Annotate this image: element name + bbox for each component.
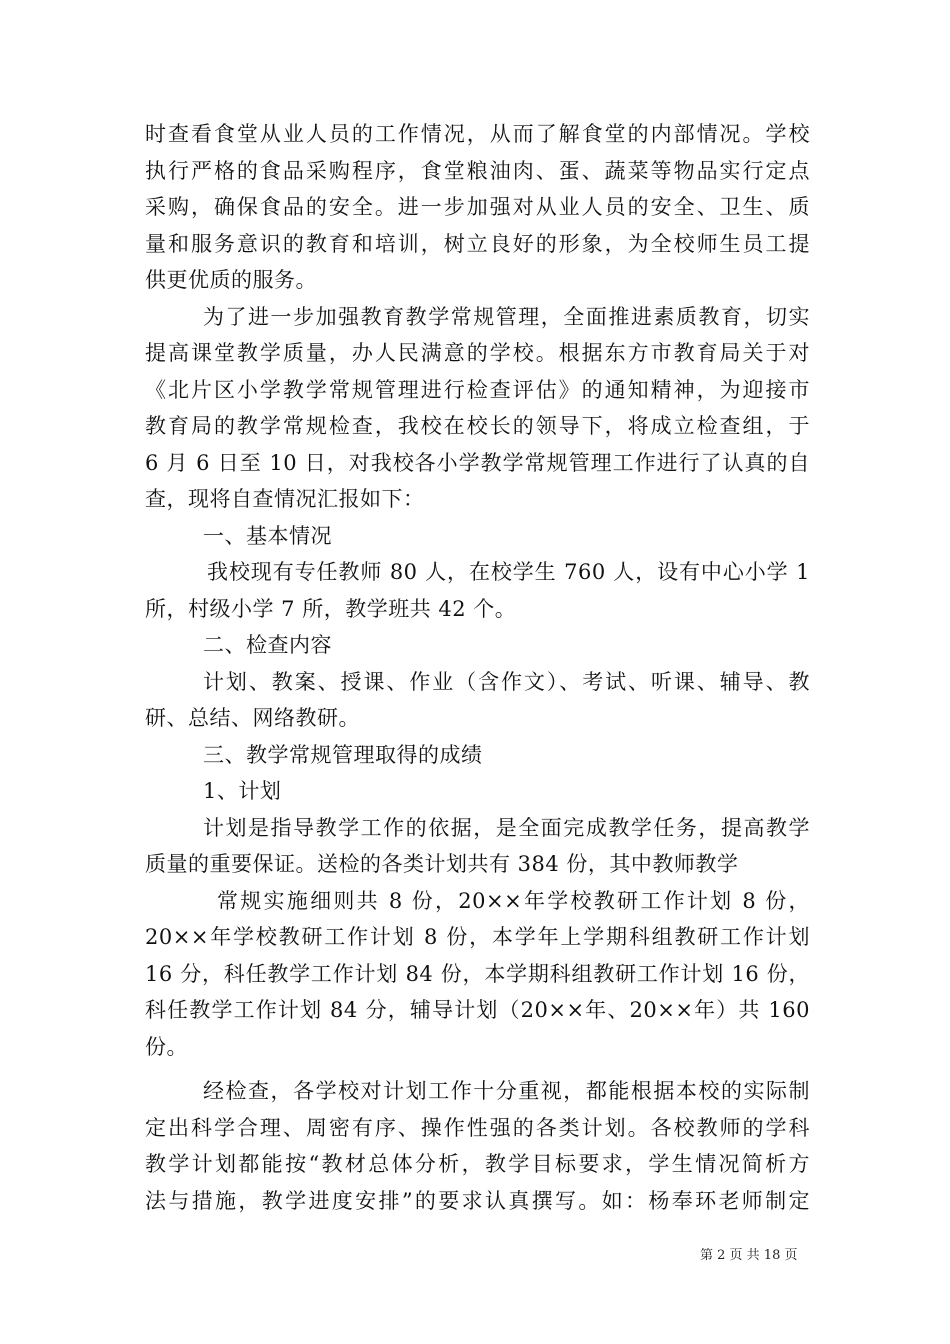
text-line: 科任教学工作计划 84 分，辅导计划（20××年、20××年）共 160 xyxy=(145,998,810,1022)
text-line: 定出科学合理、周密有序、操作性强的各类计划。各校教师的学科 xyxy=(145,1115,810,1140)
text-line: 份。 xyxy=(145,1034,188,1059)
text-line: 16 分，科任教学工作计划 84 份，本学期科组教研工作计划 16 份， xyxy=(145,961,810,986)
text-line: 所，村级小学 7 所，教学班共 42 个。 xyxy=(145,596,517,621)
text-line: 20××年学校教研工作计划 8 份，本学年上学期科组教研工作计划 xyxy=(145,925,810,949)
text-line: 研、总结、网络教研。 xyxy=(145,706,360,730)
text-line: 供更优质的服务。 xyxy=(145,268,317,292)
text-line: 6 月 6 日至 10 日，对我校各小学教学常规管理工作进行了认真的自 xyxy=(145,450,810,475)
section-heading: 二、检查内容 xyxy=(203,633,332,657)
text-line: 《北片区小学教学常规管理进行检查评估》的通知精神，为迎接市 xyxy=(145,377,810,402)
section-heading: 一、基本情况 xyxy=(203,523,332,548)
text-line: 采购，确保食品的安全。进一步加强对从业人员的安全、卫生、质 xyxy=(145,195,810,219)
text-line: 教育局的教学常规检查，我校在校长的领导下，将成立检查组，于 xyxy=(145,414,810,438)
text-line: 查，现将自查情况汇报如下： xyxy=(145,487,425,511)
page-number: 第 2 页 共 18 页 xyxy=(700,1248,798,1263)
paragraph-first-line: 经检查，各学校对计划工作十分重视，都能根据本校的实际制 xyxy=(203,1079,810,1103)
paragraph-first-line: 计划、教案、授课、作业（含作文）、考试、听课、辅导、教 xyxy=(203,669,810,694)
paragraph-first-line: 为了进一步加强教育教学常规管理，全面推进素质教育，切实 xyxy=(203,304,810,329)
document-body xyxy=(145,116,810,1219)
section-heading: 三、教学常规管理取得的成绩 xyxy=(203,742,483,767)
paragraph-first-line: 我校现有专任教师 80 人，在校学生 760 人，设有中心小学 1 xyxy=(207,560,810,584)
text-line: 执行严格的食品采购程序，食堂粮油肉、蛋、蔬菜等物品实行定点 xyxy=(145,158,810,183)
text-line: 量和服务意识的教育和培训，树立良好的形象，为全校师生员工提 xyxy=(145,231,810,256)
text-line: 提高课堂教学质量，办人民满意的学校。根据东方市教育局关于对 xyxy=(145,341,810,365)
text-line: 教学计划都能按“教材总体分析，教学目标要求，学生情况简析方 xyxy=(145,1152,810,1176)
text-line: 质量的重要保证。送检的各类计划共有 384 份，其中教师教学 xyxy=(145,852,739,876)
text-line: 时查看食堂从业人员的工作情况，从而了解食堂的内部情况。学校 xyxy=(145,122,810,146)
subsection-heading: 1、计划 xyxy=(203,779,282,803)
paragraph-first-line: 计划是指导教学工作的依据，是全面完成教学任务，提高教学 xyxy=(203,815,810,840)
text-line: 法与措施，教学进度安排”的要求认真撰写。如：杨奉环老师制定 xyxy=(145,1188,810,1213)
text-line: 常规实施细则共 8 份，20××年学校教研工作计划 8 份， xyxy=(217,888,810,913)
